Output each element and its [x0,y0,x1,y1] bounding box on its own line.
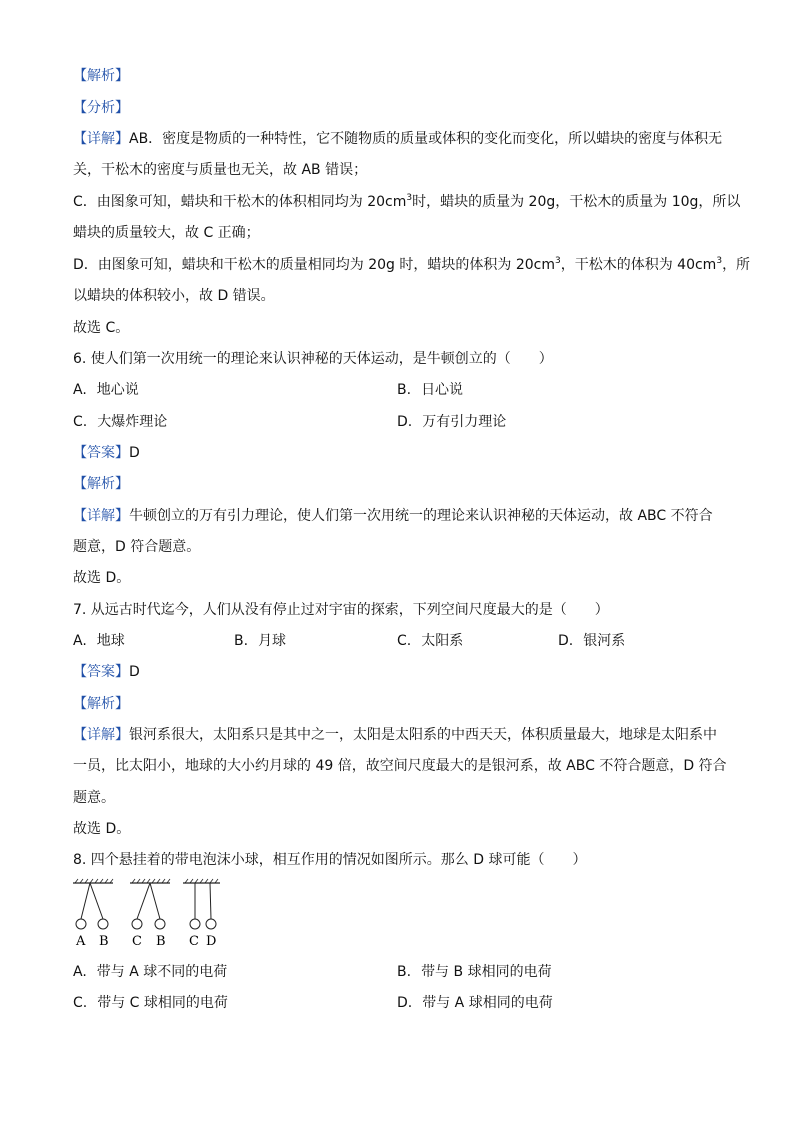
q5-d-sup-1: 3 [554,256,561,266]
q7-option-a [73,631,125,651]
q5-c-line-1 [73,192,740,212]
q7-option-d [558,631,625,651]
option-text: 日心说 [421,382,464,398]
q5-d-text-c: ，所 [722,257,751,273]
detail-tag: 【详解】 [73,508,129,524]
option-letter: A. [73,964,87,980]
q6-option-a [73,380,139,400]
q6-detail-line-2: 题意，D 符合题意。 [73,539,201,555]
option-text: 带与 A 球不同的电荷 [96,964,228,980]
q5-c-line-2: 蜡块的质量较大，故 C 正确； [73,225,260,241]
q6-option-c [73,412,167,432]
q7-option-b [234,631,286,651]
option-letter: A. [73,382,87,398]
answer-tag: 【答案】 [73,664,129,680]
q6-conclusion: 故选 D。 [73,570,131,586]
detail-tag: 【详解】 [73,727,129,743]
q5-c-text-a: C．由图象可知，蜡块和干松木的体积相同均为 20cm [73,194,407,210]
q5-c-text-b: 时，蜡块的质量为 20g，干松木的质量为 10g，所以 [412,194,741,210]
label-b-2: B [156,934,166,949]
option-letter: D. [558,633,574,649]
q8-option-b [397,962,552,982]
label-b: B [99,934,109,949]
option-text: 大爆炸理论 [97,414,168,430]
q5-c-sup: 3 [406,193,413,203]
label-a: A [76,934,86,949]
analysis-heading: 【解析】 [73,68,129,84]
q5-d-line-2: 以蜡块的体积较小，故 D 错误。 [73,288,275,304]
detail-tag: 【详解】 [73,131,129,147]
q6-answer [73,443,140,463]
option-letter: C. [73,414,88,430]
q5-d-text-b: ，干松木的体积为 40cm [560,257,717,273]
option-letter: C. [73,995,88,1011]
q5-detail-line-1 [73,129,722,149]
q7-stem: 7. 从远古时代迄今，人们从没有停止过对宇宙的探索，下列空间尺度最大的是（ ） [73,602,609,618]
q5-detail-text-1: AB．密度是物质的一种特性，它不随物质的质量或体积的变化而变化，所以蜡块的密度与体积无 [129,131,723,147]
option-letter: B. [397,382,412,398]
q7-detail-line-2: 一员，比太阳小，地球的大小约月球的 49 倍，故空间尺度最大的是银河系，故 ABC 不符合题意，D 符合 [73,758,727,774]
option-text: 月球 [258,633,287,649]
q6-analysis-heading: 【解析】 [73,476,129,492]
option-text: 带与 A 球相同的电荷 [422,995,553,1011]
answer-tag: 【答案】 [73,445,129,461]
option-letter: D. [397,414,413,430]
option-letter: B. [234,633,249,649]
q7-analysis-heading: 【解析】 [73,696,129,712]
q6-option-b [397,380,463,400]
q5-detail-line-2: 关，干松木的密度与质量也无关，故 AB 错误； [73,162,368,178]
option-letter: B. [397,964,412,980]
label-d: D [206,934,217,949]
q8-option-a [73,962,227,982]
q6-option-d [397,412,506,432]
option-text: 带与 C 球相同的电荷 [97,995,228,1011]
q7-detail-text-1: 银河系很大，太阳系只是其中之一，太阳是太阳系的中西天天，体积质量最大，地球是太阳系中 [129,727,717,743]
option-text: 地心说 [96,382,139,398]
option-text: 地球 [96,633,125,649]
pendulum-balls-figure [70,875,230,950]
q6-detail-line-1 [73,506,713,526]
option-letter: A. [73,633,87,649]
option-text: 银河系 [583,633,626,649]
q7-detail-line-1 [73,725,717,745]
option-letter: D. [397,995,413,1011]
q5-d-sup-2: 3 [716,256,723,266]
q8-option-d [397,993,553,1013]
label-c-2: C [189,934,199,949]
q5-d-text-a: D．由图象可知，蜡块和干松木的质量相同均为 20g 时，蜡块的体积为 20cm [73,257,555,273]
option-text: 带与 B 球相同的电荷 [421,964,552,980]
q8-option-c [73,993,228,1013]
q6-detail-text-1: 牛顿创立的万有引力理论，使人们第一次用统一的理论来认识神秘的天体运动，故 ABC 不符合 [129,508,713,524]
option-text: 万有引力理论 [422,414,507,430]
q8-stem: 8. 四个悬挂着的带电泡沫小球，相互作用的情况如图所示。那么 D 球可能（ ） [73,852,587,868]
option-text: 太阳系 [421,633,464,649]
q5-conclusion: 故选 C。 [73,320,130,336]
fenxi-heading: 【分析】 [73,100,129,116]
option-letter: C. [397,633,412,649]
q7-detail-line-3: 题意。 [73,790,115,806]
q6-stem: 6. 使人们第一次用统一的理论来认识神秘的天体运动，是牛顿创立的（ ） [73,351,553,367]
q7-option-c [397,631,463,651]
q7-conclusion: 故选 D。 [73,821,131,837]
q7-answer [73,662,140,682]
answer-value: D [129,445,140,461]
answer-value: D [129,664,140,680]
q5-d-line-1 [73,255,750,275]
label-c: C [132,934,142,949]
